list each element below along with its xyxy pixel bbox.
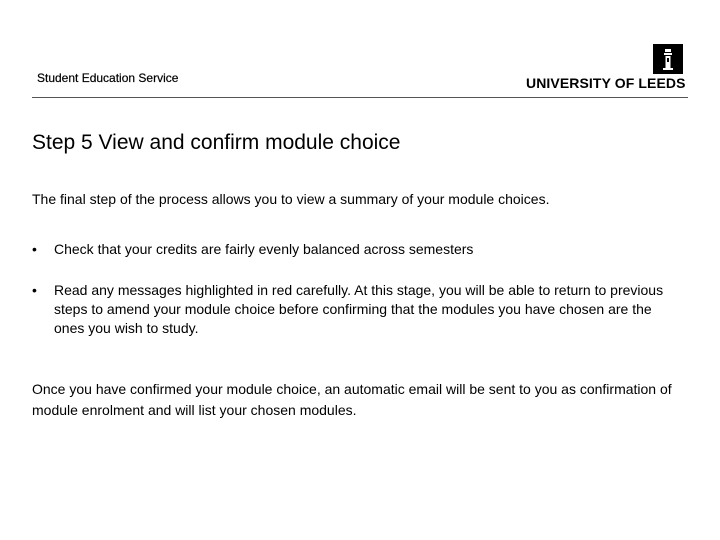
university-logo (526, 44, 686, 94)
list-item-text: Read any messages highlighted in red carefully. At this stage, you will be able to return to previous steps to amend your module choice before confirming that the modules you have chosen are the ones you wish to study. (54, 282, 664, 336)
list-item (32, 240, 682, 259)
university-crest-icon (653, 44, 683, 74)
closing-paragraph: Once you have confirmed your module choice, an automatic email will be sent to you as confirmation of module enrolment and will list your chosen modules. (32, 381, 672, 418)
bullet-icon: • (32, 282, 37, 298)
bullet-icon: • (32, 241, 37, 257)
service-name: Student Education Service (37, 71, 179, 85)
list-item-text: Check that your credits are fairly evenly balanced across semesters (54, 241, 474, 257)
page-title: Step 5 View and confirm module choice (32, 131, 401, 154)
university-name: UNIVERSITY OF LEEDS (526, 75, 686, 91)
list-item (32, 281, 682, 338)
intro-paragraph: The final step of the process allows you to view a summary of your module choices. (32, 191, 550, 207)
header-divider (32, 97, 688, 98)
instruction-list (32, 240, 682, 360)
